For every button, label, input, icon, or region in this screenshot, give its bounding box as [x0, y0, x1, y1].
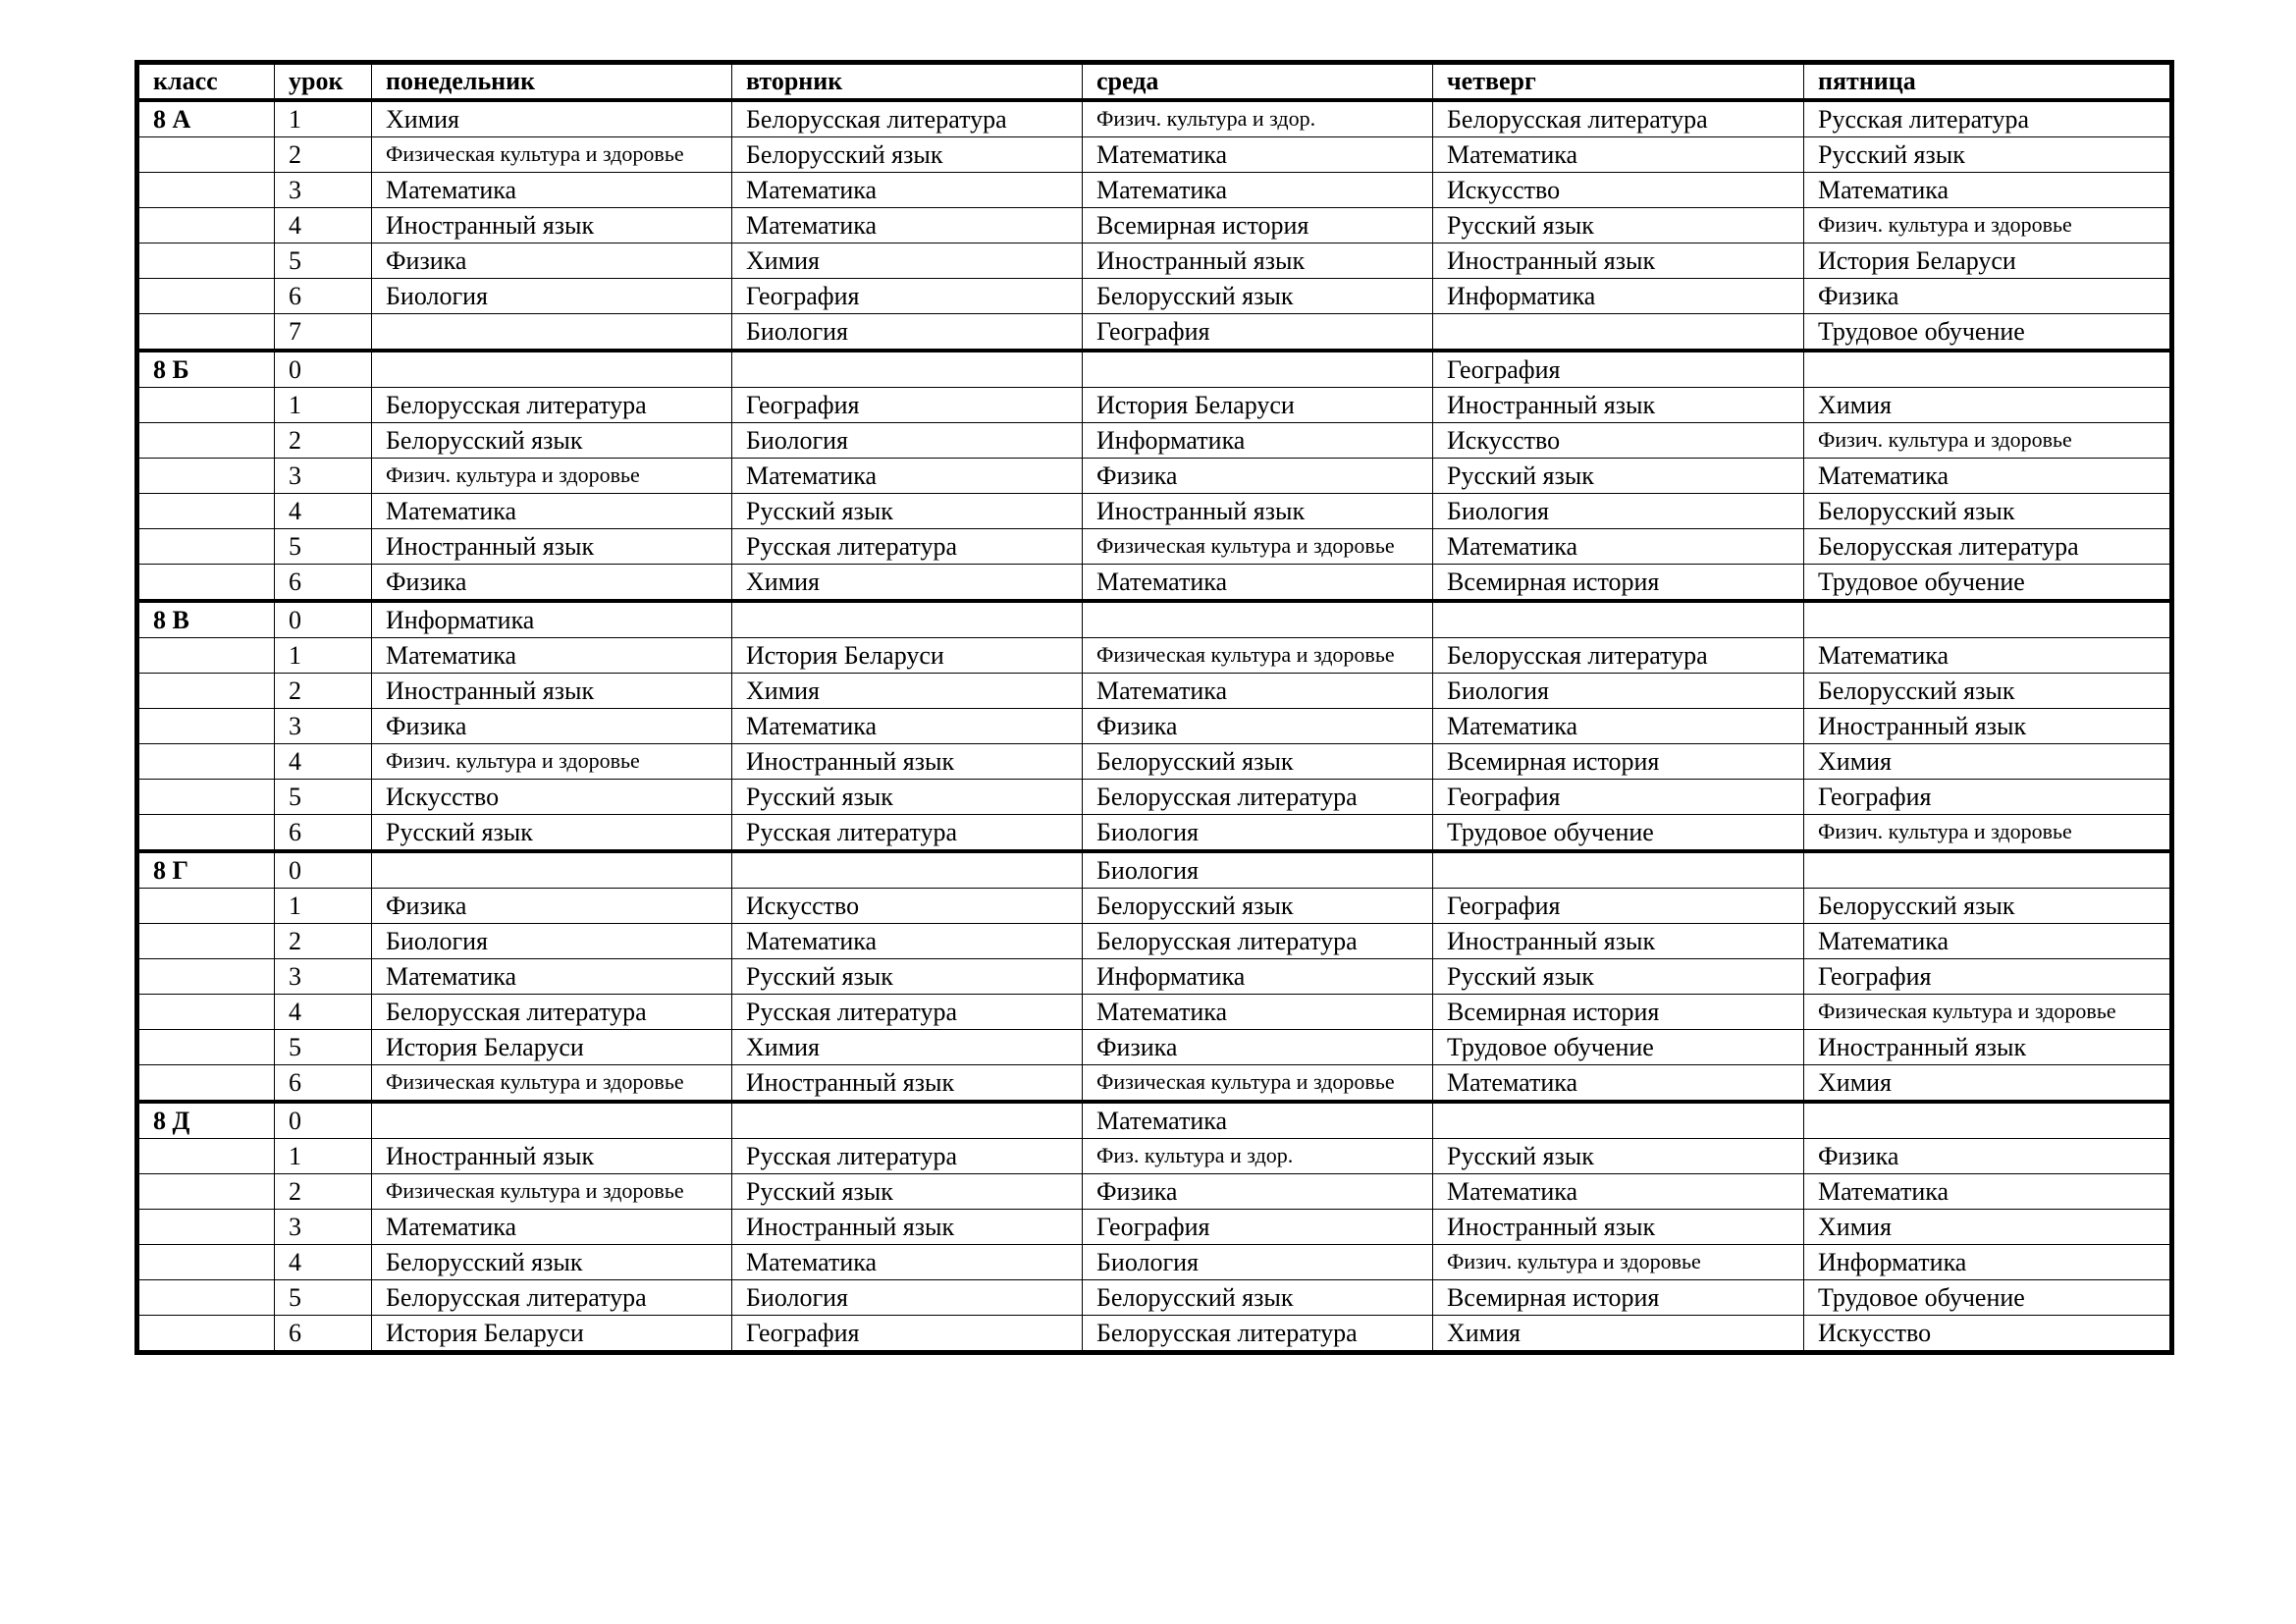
- table-row: [137, 638, 2172, 674]
- class-name-cell: [137, 1280, 275, 1316]
- subject-cell-thursday: География: [1433, 351, 1804, 388]
- header-tuesday: вторник: [732, 63, 1083, 101]
- subject-cell-thursday: Иностранный язык: [1433, 924, 1804, 959]
- subject-cell-monday: Белорусский язык: [372, 423, 732, 459]
- subject-cell-tuesday: География: [732, 279, 1083, 314]
- subject-cell-thursday: Химия: [1433, 1316, 1804, 1353]
- subject-cell-tuesday: Математика: [732, 173, 1083, 208]
- table-row: [137, 780, 2172, 815]
- class-name-cell: [137, 1030, 275, 1065]
- subject-cell-wednesday: Физика: [1083, 459, 1433, 494]
- subject-cell-monday: [372, 1102, 732, 1139]
- header-class: класс: [137, 63, 275, 101]
- subject-cell-friday: Физич. культура и здоровье: [1804, 208, 2172, 244]
- lesson-number-cell: 5: [275, 529, 372, 565]
- subject-cell-friday: Химия: [1804, 744, 2172, 780]
- subject-cell-monday: Математика: [372, 173, 732, 208]
- subject-cell-monday: [372, 851, 732, 889]
- class-name-cell: [137, 208, 275, 244]
- subject-cell-wednesday: Математика: [1083, 1102, 1433, 1139]
- lesson-number-cell: 1: [275, 889, 372, 924]
- subject-cell-thursday: Белорусская литература: [1433, 638, 1804, 674]
- subject-cell-monday: Математика: [372, 494, 732, 529]
- class-group: [137, 351, 2172, 601]
- subject-cell-thursday: Трудовое обучение: [1433, 815, 1804, 852]
- subject-cell-monday: Физич. культура и здоровье: [372, 459, 732, 494]
- subject-cell-friday: Трудовое обучение: [1804, 565, 2172, 602]
- table-row: [137, 100, 2172, 137]
- subject-cell-wednesday: Белорусская литература: [1083, 780, 1433, 815]
- subject-cell-wednesday: Математика: [1083, 565, 1433, 602]
- subject-cell-thursday: Математика: [1433, 709, 1804, 744]
- subject-cell-monday: Иностранный язык: [372, 208, 732, 244]
- subject-cell-wednesday: Белорусская литература: [1083, 924, 1433, 959]
- table-row: [137, 674, 2172, 709]
- table-row: [137, 889, 2172, 924]
- subject-cell-tuesday: Русский язык: [732, 959, 1083, 995]
- class-name-cell: [137, 388, 275, 423]
- lesson-number-cell: 1: [275, 388, 372, 423]
- subject-cell-wednesday: Информатика: [1083, 423, 1433, 459]
- subject-cell-wednesday: Физика: [1083, 1174, 1433, 1210]
- class-name-cell: [137, 744, 275, 780]
- subject-cell-wednesday: Белорусская литература: [1083, 1316, 1433, 1353]
- lesson-number-cell: 6: [275, 279, 372, 314]
- table-row: [137, 1316, 2172, 1353]
- class-name-cell: [137, 709, 275, 744]
- table-row: [137, 959, 2172, 995]
- table-row: [137, 851, 2172, 889]
- subject-cell-friday: Белорусский язык: [1804, 674, 2172, 709]
- subject-cell-wednesday: Физич. культура и здор.: [1083, 100, 1433, 137]
- lesson-number-cell: 3: [275, 959, 372, 995]
- lesson-number-cell: 6: [275, 815, 372, 852]
- subject-cell-monday: Физика: [372, 565, 732, 602]
- subject-cell-wednesday: [1083, 351, 1433, 388]
- subject-cell-tuesday: Химия: [732, 1030, 1083, 1065]
- lesson-number-cell: 2: [275, 423, 372, 459]
- subject-cell-tuesday: Химия: [732, 674, 1083, 709]
- subject-cell-friday: Физика: [1804, 1139, 2172, 1174]
- lesson-number-cell: 0: [275, 1102, 372, 1139]
- subject-cell-thursday: Иностранный язык: [1433, 1210, 1804, 1245]
- subject-cell-thursday: Трудовое обучение: [1433, 1030, 1804, 1065]
- subject-cell-tuesday: [732, 851, 1083, 889]
- header-wednesday: среда: [1083, 63, 1433, 101]
- subject-cell-monday: Математика: [372, 1210, 732, 1245]
- subject-cell-wednesday: Математика: [1083, 137, 1433, 173]
- subject-cell-friday: Иностранный язык: [1804, 709, 2172, 744]
- subject-cell-tuesday: Биология: [732, 1280, 1083, 1316]
- table-header: [137, 63, 2172, 101]
- subject-cell-monday: Белорусская литература: [372, 1280, 732, 1316]
- subject-cell-thursday: Всемирная история: [1433, 1280, 1804, 1316]
- lesson-number-cell: 0: [275, 601, 372, 638]
- subject-cell-thursday: Всемирная история: [1433, 995, 1804, 1030]
- subject-cell-thursday: Математика: [1433, 1065, 1804, 1103]
- subject-cell-friday: Математика: [1804, 1174, 2172, 1210]
- subject-cell-monday: История Беларуси: [372, 1030, 732, 1065]
- lesson-number-cell: 6: [275, 1316, 372, 1353]
- subject-cell-friday: Искусство: [1804, 1316, 2172, 1353]
- subject-cell-monday: Белорусский язык: [372, 1245, 732, 1280]
- lesson-number-cell: 4: [275, 744, 372, 780]
- subject-cell-tuesday: История Беларуси: [732, 638, 1083, 674]
- class-name-cell: 8 А: [137, 100, 275, 137]
- subject-cell-friday: Белорусская литература: [1804, 529, 2172, 565]
- header-thursday: четверг: [1433, 63, 1804, 101]
- subject-cell-friday: Иностранный язык: [1804, 1030, 2172, 1065]
- subject-cell-monday: Математика: [372, 959, 732, 995]
- lesson-number-cell: 3: [275, 173, 372, 208]
- subject-cell-thursday: Всемирная история: [1433, 565, 1804, 602]
- subject-cell-friday: Физическая культура и здоровье: [1804, 995, 2172, 1030]
- subject-cell-tuesday: Русская литература: [732, 529, 1083, 565]
- subject-cell-monday: Физика: [372, 244, 732, 279]
- table-row: [137, 1174, 2172, 1210]
- class-name-cell: [137, 1210, 275, 1245]
- subject-cell-tuesday: Русский язык: [732, 1174, 1083, 1210]
- class-name-cell: [137, 924, 275, 959]
- subject-cell-wednesday: Всемирная история: [1083, 208, 1433, 244]
- subject-cell-thursday: Русский язык: [1433, 459, 1804, 494]
- subject-cell-tuesday: Иностранный язык: [732, 744, 1083, 780]
- lesson-number-cell: 6: [275, 565, 372, 602]
- subject-cell-thursday: Белорусская литература: [1433, 100, 1804, 137]
- subject-cell-friday: История Беларуси: [1804, 244, 2172, 279]
- subject-cell-tuesday: Биология: [732, 423, 1083, 459]
- subject-cell-friday: Трудовое обучение: [1804, 314, 2172, 352]
- header-monday: понедельник: [372, 63, 732, 101]
- lesson-number-cell: 1: [275, 1139, 372, 1174]
- class-name-cell: [137, 1245, 275, 1280]
- subject-cell-wednesday: Белорусский язык: [1083, 744, 1433, 780]
- table-row: [137, 423, 2172, 459]
- subject-cell-tuesday: [732, 351, 1083, 388]
- subject-cell-thursday: Искусство: [1433, 423, 1804, 459]
- subject-cell-tuesday: Белорусский язык: [732, 137, 1083, 173]
- subject-cell-thursday: География: [1433, 780, 1804, 815]
- subject-cell-tuesday: Русский язык: [732, 494, 1083, 529]
- subject-cell-thursday: Русский язык: [1433, 959, 1804, 995]
- subject-cell-tuesday: Иностранный язык: [732, 1065, 1083, 1103]
- lesson-number-cell: 4: [275, 208, 372, 244]
- subject-cell-monday: Иностранный язык: [372, 1139, 732, 1174]
- lesson-number-cell: 0: [275, 851, 372, 889]
- table-row: [137, 494, 2172, 529]
- lesson-number-cell: 4: [275, 1245, 372, 1280]
- subject-cell-tuesday: Русский язык: [732, 780, 1083, 815]
- subject-cell-friday: Белорусский язык: [1804, 889, 2172, 924]
- subject-cell-friday: География: [1804, 780, 2172, 815]
- lesson-number-cell: 5: [275, 1280, 372, 1316]
- subject-cell-thursday: География: [1433, 889, 1804, 924]
- subject-cell-tuesday: Математика: [732, 709, 1083, 744]
- subject-cell-friday: География: [1804, 959, 2172, 995]
- subject-cell-tuesday: Математика: [732, 1245, 1083, 1280]
- subject-cell-tuesday: [732, 1102, 1083, 1139]
- lesson-number-cell: 5: [275, 244, 372, 279]
- subject-cell-monday: Физическая культура и здоровье: [372, 1174, 732, 1210]
- subject-cell-thursday: Искусство: [1433, 173, 1804, 208]
- subject-cell-wednesday: Физ. культура и здор.: [1083, 1139, 1433, 1174]
- subject-cell-monday: Физика: [372, 889, 732, 924]
- table-row: [137, 1030, 2172, 1065]
- subject-cell-wednesday: Иностранный язык: [1083, 244, 1433, 279]
- class-group: [137, 100, 2172, 351]
- subject-cell-monday: Физическая культура и здоровье: [372, 137, 732, 173]
- subject-cell-friday: Трудовое обучение: [1804, 1280, 2172, 1316]
- class-name-cell: [137, 815, 275, 852]
- subject-cell-friday: Белорусский язык: [1804, 494, 2172, 529]
- lesson-number-cell: 1: [275, 638, 372, 674]
- subject-cell-thursday: Математика: [1433, 137, 1804, 173]
- subject-cell-monday: Белорусская литература: [372, 995, 732, 1030]
- subject-cell-tuesday: Биология: [732, 314, 1083, 352]
- lesson-number-cell: 1: [275, 100, 372, 137]
- table-row: [137, 279, 2172, 314]
- lesson-number-cell: 3: [275, 1210, 372, 1245]
- lesson-number-cell: 7: [275, 314, 372, 352]
- subject-cell-wednesday: Информатика: [1083, 959, 1433, 995]
- class-name-cell: [137, 1065, 275, 1103]
- subject-cell-friday: [1804, 851, 2172, 889]
- subject-cell-wednesday: Белорусский язык: [1083, 889, 1433, 924]
- subject-cell-wednesday: Физическая культура и здоровье: [1083, 529, 1433, 565]
- subject-cell-friday: Математика: [1804, 459, 2172, 494]
- subject-cell-thursday: [1433, 1102, 1804, 1139]
- subject-cell-thursday: Информатика: [1433, 279, 1804, 314]
- lesson-number-cell: 3: [275, 709, 372, 744]
- subject-cell-monday: [372, 351, 732, 388]
- lesson-number-cell: 5: [275, 1030, 372, 1065]
- subject-cell-friday: Русская литература: [1804, 100, 2172, 137]
- lesson-number-cell: 6: [275, 1065, 372, 1103]
- subject-cell-monday: Математика: [372, 638, 732, 674]
- class-name-cell: [137, 173, 275, 208]
- subject-cell-friday: Русский язык: [1804, 137, 2172, 173]
- subject-cell-tuesday: Математика: [732, 924, 1083, 959]
- class-name-cell: [137, 565, 275, 602]
- class-name-cell: 8 В: [137, 601, 275, 638]
- subject-cell-tuesday: Русская литература: [732, 995, 1083, 1030]
- lesson-number-cell: 5: [275, 780, 372, 815]
- class-name-cell: [137, 1139, 275, 1174]
- subject-cell-monday: Физика: [372, 709, 732, 744]
- header-friday: пятница: [1804, 63, 2172, 101]
- subject-cell-monday: Биология: [372, 279, 732, 314]
- subject-cell-wednesday: Биология: [1083, 1245, 1433, 1280]
- subject-cell-tuesday: География: [732, 1316, 1083, 1353]
- subject-cell-wednesday: Математика: [1083, 173, 1433, 208]
- class-name-cell: [137, 529, 275, 565]
- subject-cell-friday: Химия: [1804, 388, 2172, 423]
- table-row: [137, 244, 2172, 279]
- class-name-cell: [137, 1174, 275, 1210]
- class-group: [137, 851, 2172, 1102]
- subject-cell-wednesday: Физика: [1083, 709, 1433, 744]
- subject-cell-monday: Русский язык: [372, 815, 732, 852]
- subject-cell-wednesday: Физическая культура и здоровье: [1083, 1065, 1433, 1103]
- subject-cell-friday: Физич. культура и здоровье: [1804, 815, 2172, 852]
- subject-cell-wednesday: Белорусский язык: [1083, 1280, 1433, 1316]
- table-row: [137, 565, 2172, 602]
- subject-cell-tuesday: Химия: [732, 244, 1083, 279]
- table-row: [137, 314, 2172, 352]
- subject-cell-thursday: [1433, 601, 1804, 638]
- subject-cell-monday: Искусство: [372, 780, 732, 815]
- class-name-cell: [137, 780, 275, 815]
- subject-cell-friday: Физич. культура и здоровье: [1804, 423, 2172, 459]
- subject-cell-monday: Физич. культура и здоровье: [372, 744, 732, 780]
- class-name-cell: [137, 638, 275, 674]
- subject-cell-monday: Белорусская литература: [372, 388, 732, 423]
- class-name-cell: [137, 459, 275, 494]
- subject-cell-friday: Математика: [1804, 638, 2172, 674]
- subject-cell-tuesday: Русская литература: [732, 1139, 1083, 1174]
- class-name-cell: [137, 995, 275, 1030]
- class-name-cell: [137, 137, 275, 173]
- subject-cell-thursday: Иностранный язык: [1433, 244, 1804, 279]
- lesson-number-cell: 0: [275, 351, 372, 388]
- subject-cell-monday: Иностранный язык: [372, 529, 732, 565]
- table-row: [137, 173, 2172, 208]
- class-name-cell: [137, 889, 275, 924]
- lesson-number-cell: 4: [275, 995, 372, 1030]
- subject-cell-friday: [1804, 601, 2172, 638]
- header-row: [137, 63, 2172, 101]
- subject-cell-tuesday: Математика: [732, 459, 1083, 494]
- subject-cell-tuesday: Искусство: [732, 889, 1083, 924]
- lesson-number-cell: 2: [275, 1174, 372, 1210]
- subject-cell-friday: Информатика: [1804, 1245, 2172, 1280]
- class-group: [137, 1102, 2172, 1353]
- subject-cell-thursday: Русский язык: [1433, 1139, 1804, 1174]
- subject-cell-wednesday: Иностранный язык: [1083, 494, 1433, 529]
- subject-cell-wednesday: Математика: [1083, 674, 1433, 709]
- subject-cell-wednesday: Биология: [1083, 851, 1433, 889]
- class-name-cell: [137, 279, 275, 314]
- lesson-number-cell: 2: [275, 137, 372, 173]
- subject-cell-wednesday: География: [1083, 1210, 1433, 1245]
- subject-cell-monday: Химия: [372, 100, 732, 137]
- table-row: [137, 601, 2172, 638]
- subject-cell-thursday: Математика: [1433, 529, 1804, 565]
- table-row: [137, 1280, 2172, 1316]
- table-row: [137, 709, 2172, 744]
- subject-cell-wednesday: [1083, 601, 1433, 638]
- subject-cell-tuesday: Химия: [732, 565, 1083, 602]
- class-name-cell: 8 Б: [137, 351, 275, 388]
- table-row: [137, 459, 2172, 494]
- subject-cell-tuesday: Русская литература: [732, 815, 1083, 852]
- table-row: [137, 1245, 2172, 1280]
- class-name-cell: [137, 959, 275, 995]
- table-row: [137, 744, 2172, 780]
- subject-cell-wednesday: Физика: [1083, 1030, 1433, 1065]
- subject-cell-monday: Биология: [372, 924, 732, 959]
- class-name-cell: [137, 314, 275, 352]
- table-row: [137, 1102, 2172, 1139]
- subject-cell-friday: Математика: [1804, 924, 2172, 959]
- table-row: [137, 815, 2172, 852]
- table-row: [137, 137, 2172, 173]
- subject-cell-tuesday: Иностранный язык: [732, 1210, 1083, 1245]
- class-name-cell: [137, 494, 275, 529]
- table-row: [137, 995, 2172, 1030]
- table-row: [137, 924, 2172, 959]
- schedule-table: [134, 60, 2174, 1355]
- lesson-number-cell: 4: [275, 494, 372, 529]
- subject-cell-thursday: [1433, 851, 1804, 889]
- subject-cell-friday: Физика: [1804, 279, 2172, 314]
- table-row: [137, 351, 2172, 388]
- class-name-cell: [137, 1316, 275, 1353]
- subject-cell-thursday: Биология: [1433, 674, 1804, 709]
- subject-cell-thursday: Русский язык: [1433, 208, 1804, 244]
- table-row: [137, 388, 2172, 423]
- table-row: [137, 1065, 2172, 1103]
- subject-cell-wednesday: Биология: [1083, 815, 1433, 852]
- subject-cell-wednesday: История Беларуси: [1083, 388, 1433, 423]
- class-name-cell: [137, 674, 275, 709]
- class-name-cell: [137, 423, 275, 459]
- table-row: [137, 1210, 2172, 1245]
- subject-cell-thursday: Биология: [1433, 494, 1804, 529]
- lesson-number-cell: 2: [275, 674, 372, 709]
- subject-cell-thursday: Иностранный язык: [1433, 388, 1804, 423]
- subject-cell-wednesday: География: [1083, 314, 1433, 352]
- class-name-cell: [137, 244, 275, 279]
- subject-cell-monday: Иностранный язык: [372, 674, 732, 709]
- subject-cell-tuesday: [732, 601, 1083, 638]
- subject-cell-tuesday: Белорусская литература: [732, 100, 1083, 137]
- table-row: [137, 529, 2172, 565]
- lesson-number-cell: 3: [275, 459, 372, 494]
- subject-cell-friday: Химия: [1804, 1065, 2172, 1103]
- subject-cell-monday: Физическая культура и здоровье: [372, 1065, 732, 1103]
- subject-cell-wednesday: Математика: [1083, 995, 1433, 1030]
- subject-cell-thursday: [1433, 314, 1804, 352]
- subject-cell-tuesday: Математика: [732, 208, 1083, 244]
- header-lesson: урок: [275, 63, 372, 101]
- subject-cell-monday: Информатика: [372, 601, 732, 638]
- subject-cell-thursday: Всемирная история: [1433, 744, 1804, 780]
- subject-cell-monday: [372, 314, 732, 352]
- class-name-cell: 8 Д: [137, 1102, 275, 1139]
- subject-cell-monday: История Беларуси: [372, 1316, 732, 1353]
- subject-cell-friday: Химия: [1804, 1210, 2172, 1245]
- subject-cell-wednesday: Белорусский язык: [1083, 279, 1433, 314]
- subject-cell-thursday: Физич. культура и здоровье: [1433, 1245, 1804, 1280]
- subject-cell-friday: [1804, 351, 2172, 388]
- subject-cell-friday: [1804, 1102, 2172, 1139]
- class-group: [137, 601, 2172, 851]
- table-row: [137, 1139, 2172, 1174]
- class-name-cell: 8 Г: [137, 851, 275, 889]
- lesson-number-cell: 2: [275, 924, 372, 959]
- subject-cell-wednesday: Физическая культура и здоровье: [1083, 638, 1433, 674]
- table-row: [137, 208, 2172, 244]
- subject-cell-thursday: Математика: [1433, 1174, 1804, 1210]
- subject-cell-friday: Математика: [1804, 173, 2172, 208]
- subject-cell-tuesday: География: [732, 388, 1083, 423]
